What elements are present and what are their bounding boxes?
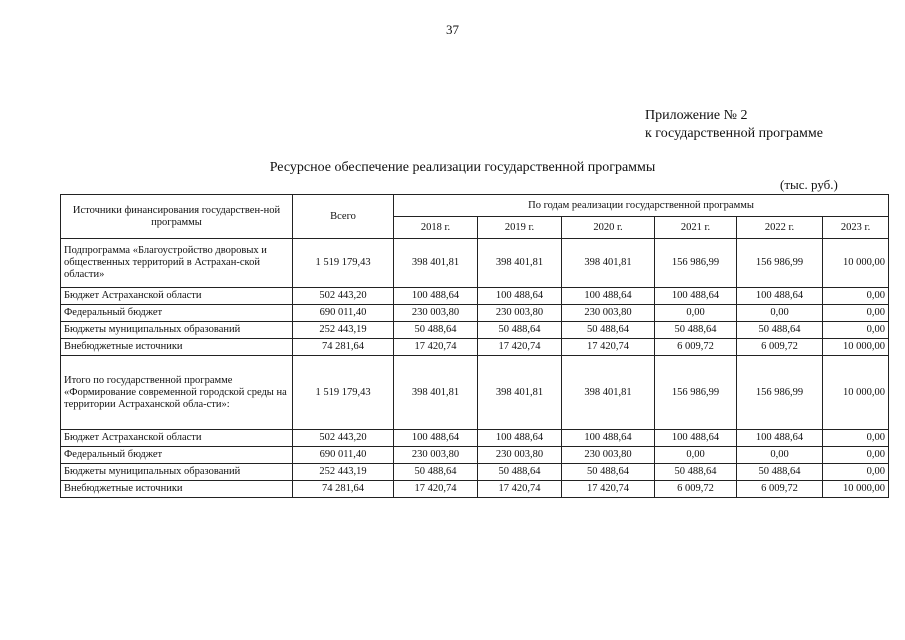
cell-year-value: 10 000,00	[823, 356, 889, 430]
cell-year-value: 17 420,74	[478, 339, 562, 356]
cell-year-value: 100 488,64	[478, 288, 562, 305]
cell-year-value: 0,00	[823, 322, 889, 339]
cell-year-value: 50 488,64	[655, 322, 737, 339]
appendix-line-1: Приложение № 2	[645, 108, 748, 123]
cell-year-value: 230 003,80	[478, 447, 562, 464]
cell-year-value: 100 488,64	[655, 288, 737, 305]
table-row	[61, 339, 889, 356]
cell-year-value: 398 401,81	[478, 239, 562, 288]
cell-year-value: 0,00	[823, 447, 889, 464]
cell-year-value: 50 488,64	[562, 322, 655, 339]
cell-source: Бюджеты муниципальных образований	[61, 464, 293, 481]
cell-source: Итого по государственной программе «Формирование современной городской среды на территории Астраханской обла-сти»:	[61, 356, 293, 430]
header-source: Источники финансирования государствен-ной программы	[61, 195, 293, 239]
document-title: Ресурсное обеспечение реализации государственной программы	[269, 160, 656, 175]
page-number: 37	[446, 22, 459, 37]
table-row	[61, 288, 889, 305]
cell-year-value: 0,00	[655, 305, 737, 322]
table-row	[61, 239, 889, 288]
cell-source: Внебюджетные источники	[61, 339, 293, 356]
cell-year-value: 100 488,64	[394, 288, 478, 305]
cell-year-value: 6 009,72	[737, 339, 823, 356]
cell-source: Бюджет Астраханской области	[61, 288, 293, 305]
cell-year-value: 17 420,74	[562, 339, 655, 356]
header-total: Всего	[293, 195, 394, 239]
header-year: 2021 г.	[655, 217, 737, 239]
cell-year-value: 398 401,81	[394, 356, 478, 430]
table-row	[61, 481, 889, 498]
table-row	[61, 322, 889, 339]
cell-year-value: 100 488,64	[737, 430, 823, 447]
cell-year-value: 17 420,74	[562, 481, 655, 498]
cell-year-value: 398 401,81	[478, 356, 562, 430]
cell-year-value: 0,00	[823, 464, 889, 481]
table-body	[61, 239, 889, 498]
cell-year-value: 17 420,74	[394, 339, 478, 356]
cell-year-value: 230 003,80	[478, 305, 562, 322]
cell-source: Бюджет Астраханской области	[61, 430, 293, 447]
cell-source: Внебюджетные источники	[61, 481, 293, 498]
cell-year-value: 50 488,64	[737, 464, 823, 481]
cell-total: 252 443,19	[293, 464, 394, 481]
table-row	[61, 305, 889, 322]
header-year: 2018 г.	[394, 217, 478, 239]
cell-year-value: 398 401,81	[394, 239, 478, 288]
cell-year-value: 0,00	[737, 305, 823, 322]
resource-table	[60, 194, 889, 498]
cell-year-value: 156 986,99	[737, 239, 823, 288]
cell-year-value: 0,00	[655, 447, 737, 464]
header-year: 2019 г.	[478, 217, 562, 239]
cell-year-value: 100 488,64	[562, 288, 655, 305]
cell-year-value: 230 003,80	[562, 305, 655, 322]
appendix-line-2: к государственной программе	[645, 126, 823, 141]
cell-year-value: 6 009,72	[655, 481, 737, 498]
cell-year-value: 398 401,81	[562, 356, 655, 430]
header-year: 2023 г.	[823, 217, 889, 239]
cell-year-value: 6 009,72	[737, 481, 823, 498]
cell-year-value: 0,00	[823, 430, 889, 447]
cell-year-value: 50 488,64	[394, 464, 478, 481]
cell-year-value: 50 488,64	[655, 464, 737, 481]
cell-year-value: 100 488,64	[737, 288, 823, 305]
cell-total: 502 443,20	[293, 288, 394, 305]
cell-total: 1 519 179,43	[293, 239, 394, 288]
cell-year-value: 50 488,64	[737, 322, 823, 339]
table-row	[61, 430, 889, 447]
cell-year-value: 0,00	[823, 305, 889, 322]
cell-year-value: 50 488,64	[394, 322, 478, 339]
cell-total: 690 011,40	[293, 305, 394, 322]
appendix-note	[645, 107, 823, 143]
cell-total: 690 011,40	[293, 447, 394, 464]
cell-source: Федеральный бюджет	[61, 447, 293, 464]
cell-total: 502 443,20	[293, 430, 394, 447]
cell-year-value: 17 420,74	[478, 481, 562, 498]
units-label: (тыс. руб.)	[780, 177, 838, 192]
cell-year-value: 0,00	[823, 288, 889, 305]
cell-year-value: 100 488,64	[562, 430, 655, 447]
cell-year-value: 156 986,99	[737, 356, 823, 430]
cell-year-value: 50 488,64	[478, 464, 562, 481]
cell-source: Федеральный бюджет	[61, 305, 293, 322]
cell-total: 252 443,19	[293, 322, 394, 339]
cell-source: Подпрограмма «Благоустройство дворовых и общественных территорий в Астрахан-ской области»	[61, 239, 293, 288]
header-year: 2022 г.	[737, 217, 823, 239]
cell-source: Бюджеты муниципальных образований	[61, 322, 293, 339]
table-row	[61, 447, 889, 464]
cell-total: 74 281,64	[293, 481, 394, 498]
cell-year-value: 17 420,74	[394, 481, 478, 498]
cell-year-value: 100 488,64	[478, 430, 562, 447]
cell-year-value: 50 488,64	[562, 464, 655, 481]
cell-year-value: 6 009,72	[655, 339, 737, 356]
cell-year-value: 156 986,99	[655, 239, 737, 288]
cell-year-value: 10 000,00	[823, 481, 889, 498]
cell-year-value: 10 000,00	[823, 239, 889, 288]
cell-year-value: 230 003,80	[562, 447, 655, 464]
cell-year-value: 0,00	[737, 447, 823, 464]
cell-total: 1 519 179,43	[293, 356, 394, 430]
cell-year-value: 50 488,64	[478, 322, 562, 339]
cell-year-value: 398 401,81	[562, 239, 655, 288]
cell-year-value: 100 488,64	[655, 430, 737, 447]
cell-year-value: 10 000,00	[823, 339, 889, 356]
cell-year-value: 156 986,99	[655, 356, 737, 430]
header-years-group: По годам реализации государственной программы	[394, 195, 889, 217]
header-row-top	[61, 195, 889, 217]
cell-year-value: 230 003,80	[394, 305, 478, 322]
cell-year-value: 230 003,80	[394, 447, 478, 464]
header-year: 2020 г.	[562, 217, 655, 239]
cell-year-value: 100 488,64	[394, 430, 478, 447]
cell-total: 74 281,64	[293, 339, 394, 356]
table-row	[61, 464, 889, 481]
table-row	[61, 356, 889, 430]
